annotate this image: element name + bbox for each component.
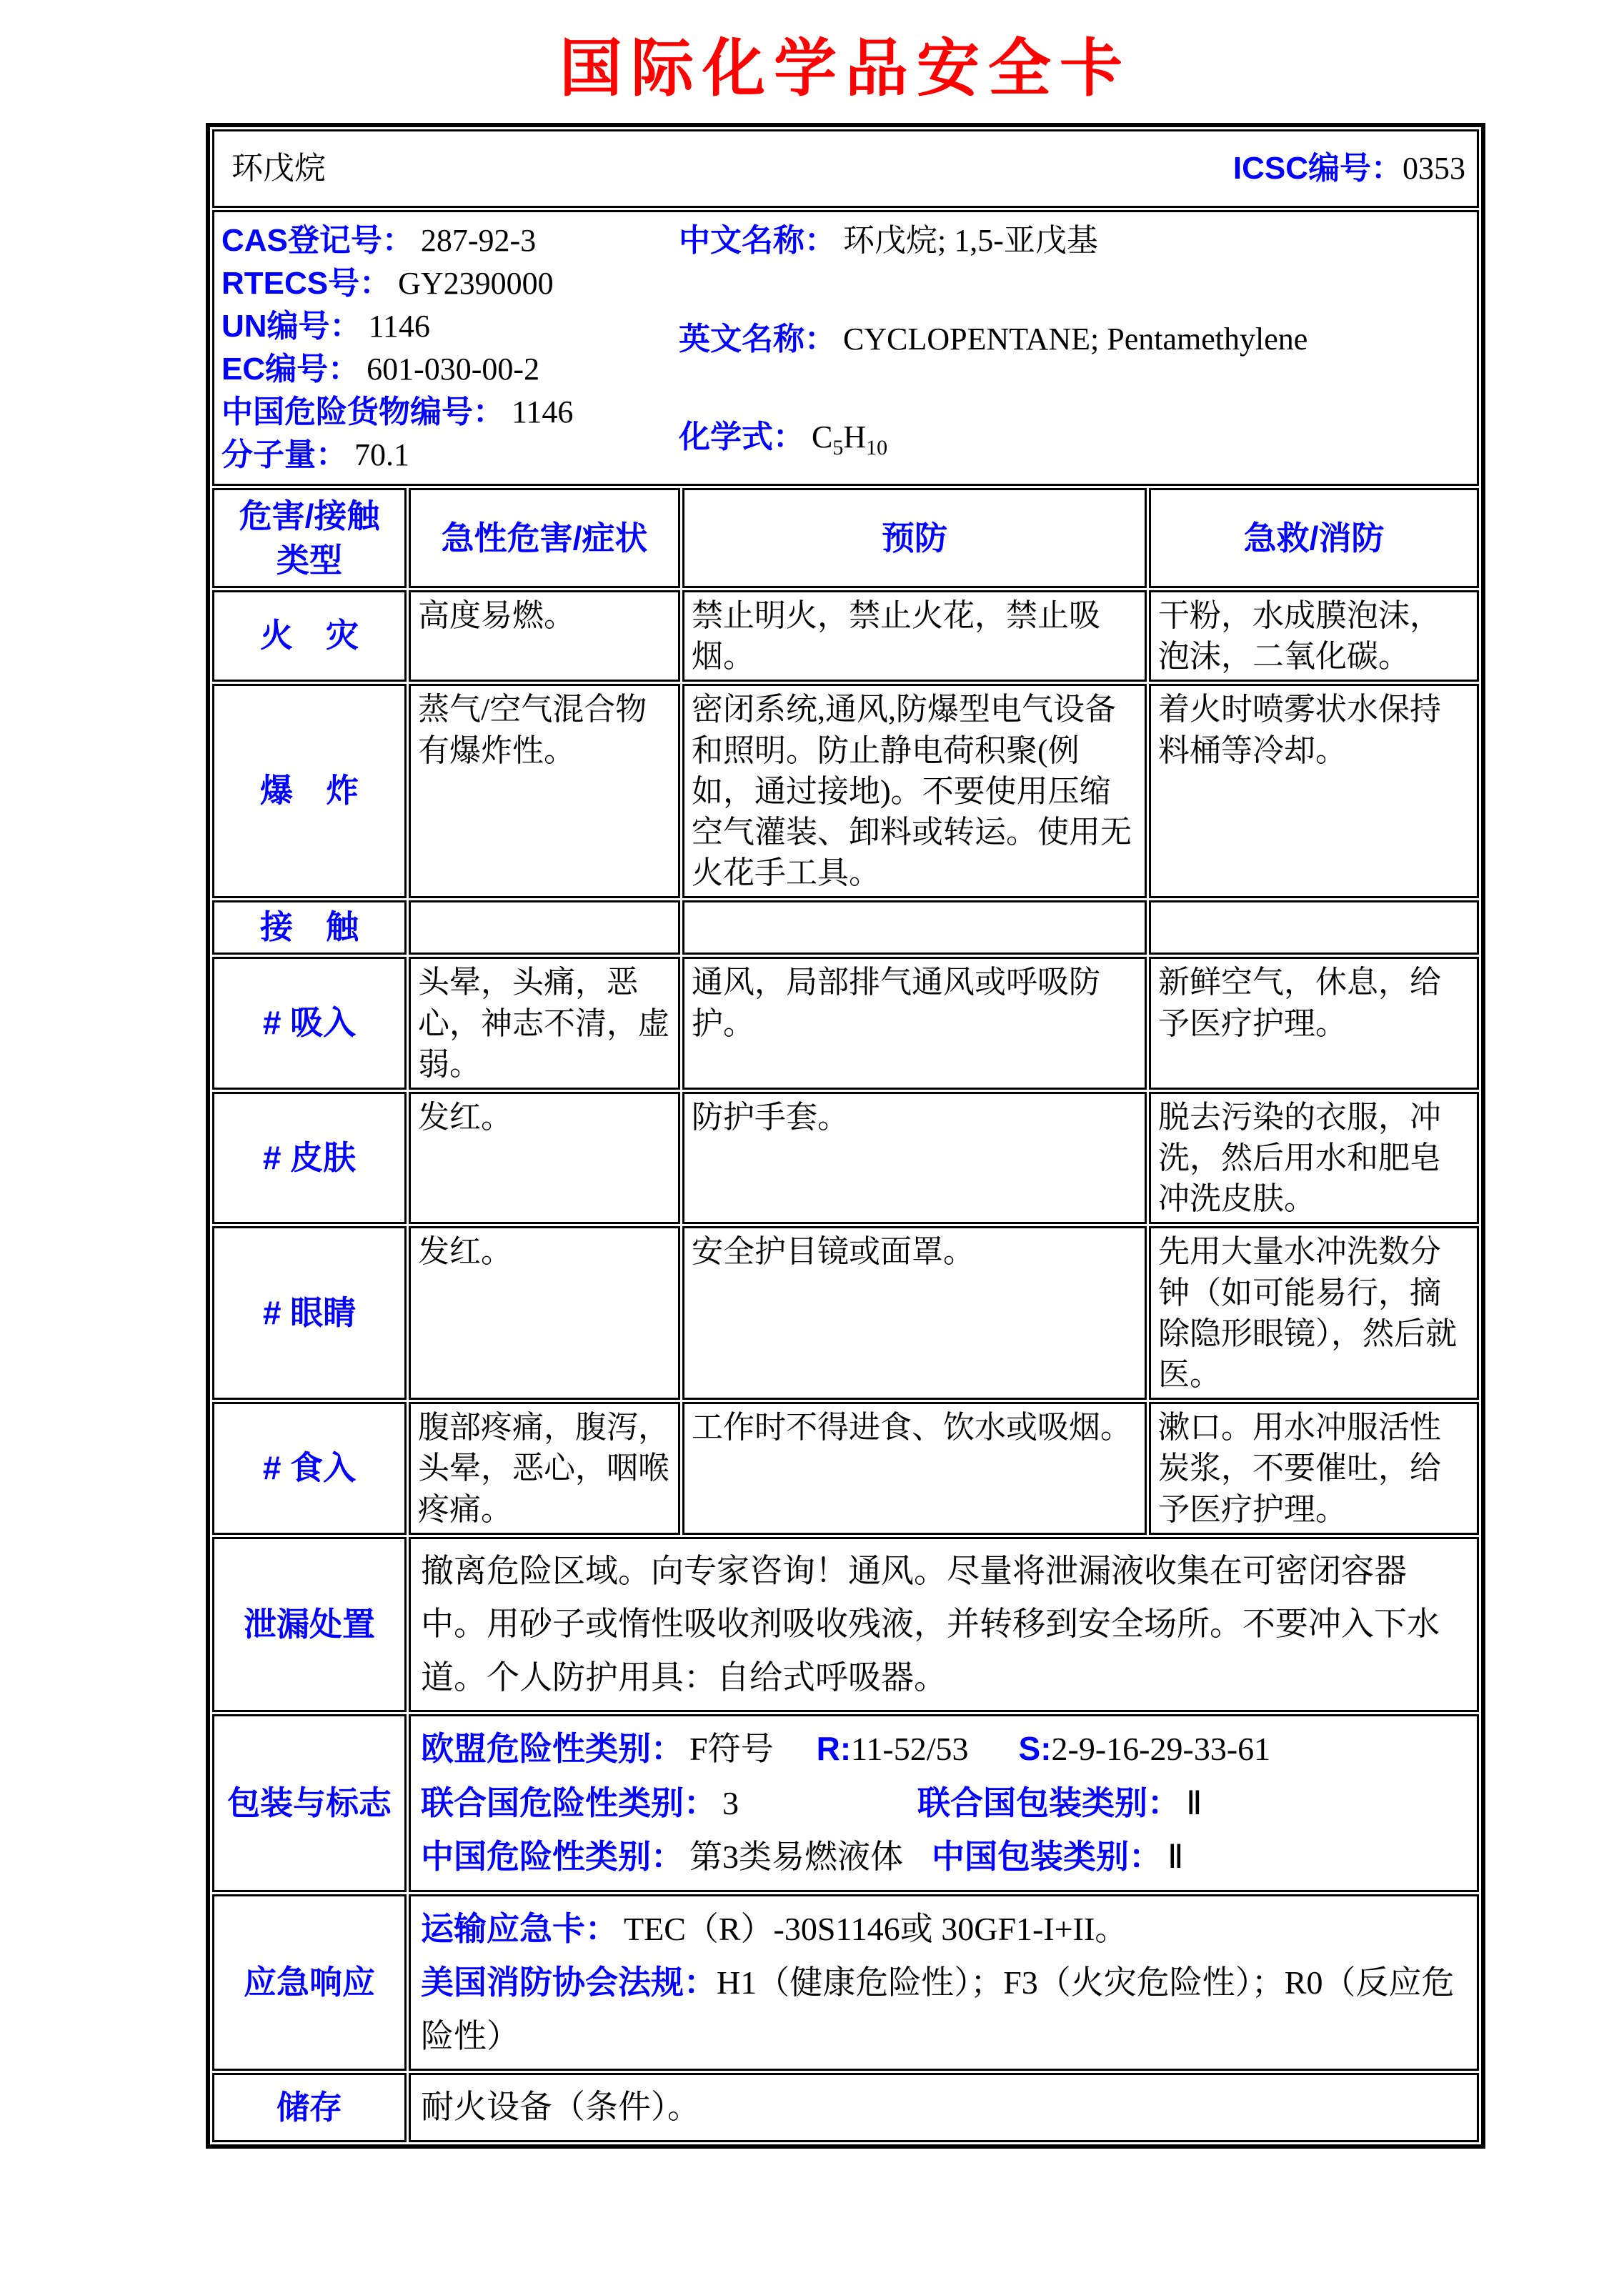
ingestion-label: # 食入: [212, 1402, 407, 1535]
fire-response: 干粉，水成膜泡沫，泡沫，二氧化碳。: [1149, 590, 1479, 682]
ec-line: [221, 348, 679, 391]
en-name-label: 英文名称：: [679, 321, 836, 357]
emergency-cell: [409, 1894, 1479, 2071]
page-title: 国际化学品安全卡: [559, 33, 1131, 104]
formula-h-sub: 10: [866, 435, 888, 459]
hazard-header-row: [212, 488, 1479, 588]
name-cell: [212, 129, 1479, 208]
eu-class-value: F符号: [689, 1731, 774, 1768]
cn-dg-label: 中国危险货物编号：: [221, 394, 504, 429]
header-symptoms: 急性危害/症状: [409, 488, 680, 588]
explosion-response: 着火时喷雾状水保持料桶等冷却。: [1149, 684, 1479, 898]
explosion-symptoms: 蒸气/空气混合物有爆炸性。: [409, 684, 680, 898]
formula-label: 化学式：: [679, 419, 804, 455]
en-name-line: [679, 318, 1470, 361]
formula-line: [679, 416, 1470, 469]
tec-label: 运输应急卡：: [421, 1909, 618, 1947]
header-hazard-type-line2: 类型: [277, 542, 342, 579]
table-row-inhalation: [212, 957, 1479, 1090]
identifier-list: [221, 219, 679, 477]
nfpa-line: [421, 1956, 1467, 2063]
inhalation-prevention: 通风，局部排气通风或呼吸防护。: [682, 957, 1147, 1090]
skin-response: 脱去污染的衣服，冲洗，然后用水和肥皂冲洗皮肤。: [1149, 1092, 1479, 1225]
header-hazard-type-line1: 危害/接触: [239, 497, 380, 534]
explosion-label: 爆 炸: [212, 684, 407, 898]
packaging-label: 包装与标志: [212, 1714, 407, 1892]
cas-label: CAS登记号：: [221, 223, 414, 258]
identifiers-cell: [212, 210, 1479, 486]
table-row-packaging: [212, 1714, 1479, 1892]
cn-pack-label: 中国包装类别：: [932, 1838, 1162, 1876]
un-line: [221, 305, 679, 348]
safety-card-table: [206, 123, 1485, 2149]
nfpa-value: H1（健康危险性）；F3（火灾危险性）；R0（反应危险性）: [421, 1964, 1455, 2054]
eyes-prevention: 安全护目镜或面罩。: [682, 1226, 1147, 1400]
inhalation-response: 新鲜空气，休息，给予医疗护理。: [1149, 957, 1479, 1090]
fire-symptoms: 高度易燃。: [409, 590, 680, 682]
cn-pack-value: Ⅱ: [1167, 1839, 1184, 1876]
ingestion-prevention: 工作时不得进食、饮水或吸烟。: [682, 1402, 1147, 1535]
fire-label: 火 灾: [212, 590, 407, 682]
rtecs-label: RTECS号：: [221, 266, 392, 301]
tec-value: TEC（R）-30S1146或 30GF1-I+II。: [624, 1910, 1128, 1947]
en-name-value: CYCLOPENTANE; Pentamethylene: [843, 321, 1308, 357]
un-pack-label: 联合国包装类别：: [917, 1784, 1180, 1821]
tec-line: [421, 1902, 1467, 1956]
rtecs-line: [221, 262, 679, 305]
formula-c-sub: 5: [832, 435, 844, 459]
spill-label: 泄漏处置: [212, 1537, 407, 1713]
cas-line: [221, 219, 679, 262]
table-row-contact: [212, 900, 1479, 955]
eyes-symptoms: 发红。: [409, 1226, 680, 1400]
skin-label: # 皮肤: [212, 1092, 407, 1225]
un-class-label: 联合国危险性类别：: [421, 1784, 717, 1821]
eyes-label: # 眼睛: [212, 1226, 407, 1400]
skin-symptoms: 发红。: [409, 1092, 680, 1225]
mw-value: 70.1: [354, 437, 409, 472]
inhalation-symptoms: 头晕，头痛，恶心，神志不清，虚弱。: [409, 957, 680, 1090]
r-phrases-value: 11-52/53: [851, 1731, 969, 1768]
spill-text: 撤离危险区域。向专家咨询！通风。尽量将泄漏液收集在可密闭容器中。用砂子或惰性吸收剂吸收残液，并转移到安全场所。不要冲入下水道。个人防护用具：自给式呼吸器。: [409, 1537, 1479, 1713]
header-prevention: 预防: [682, 488, 1147, 588]
contact-response: [1149, 900, 1479, 955]
table-row-explosion: [212, 684, 1479, 898]
icsc-label: ICSC编号：: [1232, 151, 1403, 186]
un-pack-value: Ⅱ: [1186, 1784, 1202, 1821]
name-row: [212, 129, 1479, 208]
table-row-emergency: [212, 1894, 1479, 2071]
table-row-eyes: [212, 1226, 1479, 1400]
identifiers-row: [212, 210, 1479, 486]
nfpa-label: 美国消防协会法规：: [421, 1964, 717, 2001]
rtecs-value: GY2390000: [398, 266, 554, 301]
cn-class-label: 中国危险性类别：: [421, 1838, 684, 1876]
storage-text: 耐火设备（条件）。: [409, 2073, 1479, 2142]
s-phrases-value: 2-9-16-29-33-61: [1051, 1731, 1271, 1768]
table-row-ingestion: [212, 1402, 1479, 1535]
un-label: UN编号：: [221, 309, 362, 344]
icsc-number: 0353: [1403, 151, 1465, 186]
table-row-skin: [212, 1092, 1479, 1225]
formula-c: C: [812, 419, 833, 455]
header-response: 急救/消防: [1149, 488, 1479, 588]
ingestion-response: 漱口。用水冲服活性炭浆，不要催吐，给予医疗护理。: [1149, 1402, 1479, 1535]
packaging-cell: [409, 1714, 1479, 1892]
r-phrases-label: R:: [816, 1730, 852, 1768]
cn-name-line: [679, 219, 1470, 262]
fire-prevention: 禁止明火，禁止火花，禁止吸烟。: [682, 590, 1147, 682]
mw-line: [221, 434, 679, 477]
ec-value: 601-030-00-2: [367, 352, 540, 387]
table-row-spill: [212, 1537, 1479, 1713]
cas-value: 287-92-3: [420, 223, 537, 258]
packaging-cn-line: [421, 1830, 1467, 1884]
skin-prevention: 防护手套。: [682, 1092, 1147, 1225]
mw-label: 分子量：: [221, 437, 347, 472]
ingestion-symptoms: 腹部疼痛，腹泻，头晕，恶心，咽喉疼痛。: [409, 1402, 680, 1535]
cn-class-value: 第3类易燃液体: [689, 1839, 903, 1876]
storage-label: 储存: [212, 2073, 407, 2142]
icsc-number-group: [1233, 148, 1465, 189]
cn-dg-line: [221, 391, 679, 434]
formula-h: H: [843, 419, 867, 455]
eu-class-label: 欧盟危险性类别：: [421, 1730, 684, 1768]
chemical-name: 环戊烷: [231, 151, 326, 186]
un-class-value: 3: [722, 1784, 739, 1821]
s-phrases-label: S:: [1018, 1730, 1052, 1768]
un-value: 1146: [368, 309, 430, 344]
packaging-eu-line: [421, 1722, 1467, 1776]
ec-label: EC编号：: [221, 352, 360, 387]
table-row-fire: [212, 590, 1479, 682]
table-row-storage: [212, 2073, 1479, 2142]
explosion-prevention: 密闭系统,通风,防爆型电气设备和照明。防止静电荷积聚(例如，通过接地)。不要使用压缩空气灌装、卸料或转运。使用无火花手工具。: [682, 684, 1147, 898]
eyes-response: 先用大量水冲洗数分钟（如可能易行，摘除隐形眼镜），然后就医。: [1149, 1226, 1479, 1400]
cn-name-value: 环戊烷; 1,5-亚戊基: [843, 223, 1098, 258]
header-hazard-type: [212, 488, 407, 588]
contact-symptoms: [409, 900, 680, 955]
name-list: [679, 219, 1470, 477]
packaging-un-line: [421, 1776, 1467, 1831]
cn-dg-value: 1146: [512, 394, 574, 429]
contact-prevention: [682, 900, 1147, 955]
formula-value: [812, 419, 888, 459]
cn-name-label: 中文名称：: [679, 223, 836, 258]
emergency-label: 应急响应: [212, 1894, 407, 2071]
contact-label: 接 触: [212, 900, 407, 955]
inhalation-label: # 吸入: [212, 957, 407, 1090]
